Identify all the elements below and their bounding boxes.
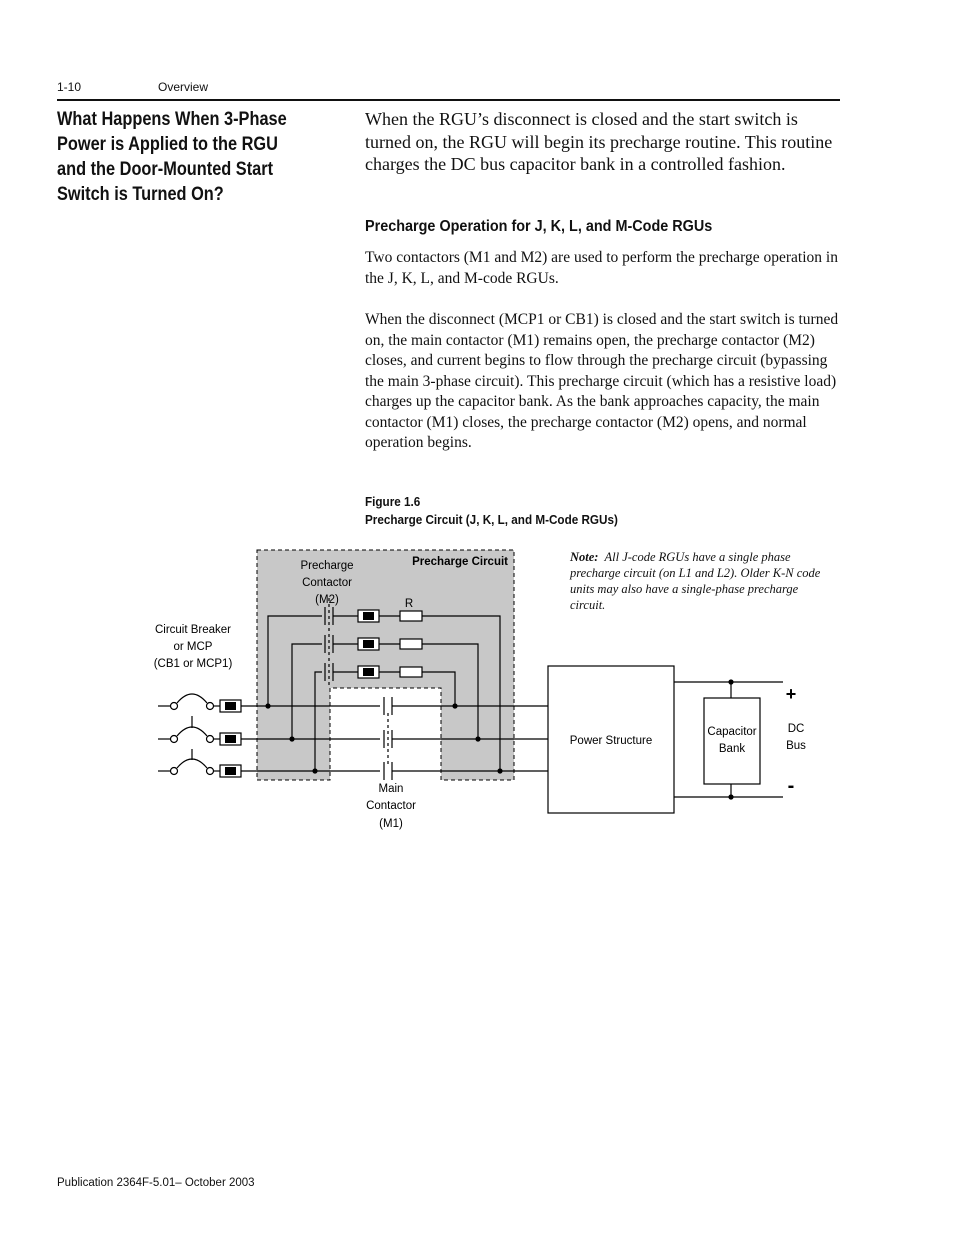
capacitor-bank-box	[704, 698, 760, 784]
breaker-label-line-3: (CB1 or MCP1)	[153, 658, 233, 670]
note-label: Note:	[570, 550, 599, 564]
paragraph-2: When the disconnect (MCP1 or CB1) is closed and the start switch is turned on, the main contactor (M1) remains open, the precharge contactor (M2) closes, and current begins to flow through the precharge circuit (bypassing the main 3-phase circuit). This precharge circuit (which has a resistive load) charges up the capacitor bank. As the bank approaches capacity, the main contactor (M1) closes, the precharge contactor (M2) opens, and normal operation begins.	[365, 311, 839, 451]
minus-sign: -	[787, 775, 795, 797]
section-name: Overview	[158, 80, 209, 94]
publication-footer: Publication 2364F-5.01– October 2003	[57, 1177, 255, 1189]
breaker-label-line-2: or MCP	[173, 641, 213, 653]
precharge-resistors	[400, 611, 422, 677]
dc-bus-label-line-1: DC	[787, 723, 805, 735]
note-text: All J-code RGUs have a single phase precharge circuit (on L1 and L2). Older K-N code units may also have a single-phase precharge circuit.	[570, 550, 821, 612]
main-contactor-m1	[384, 697, 392, 780]
circuit-breaker-symbols	[158, 694, 222, 775]
capacitor-label-line-1: Capacitor	[707, 726, 757, 738]
precharge-contactor-line-3: (M2)	[315, 594, 339, 606]
precharge-contactor-line-2: Contactor	[302, 577, 352, 589]
precharge-circuit-label: Precharge Circuit	[412, 556, 508, 568]
resistor-label: R	[404, 598, 414, 610]
main-contactor-line-2: Contactor	[366, 800, 416, 812]
main-contactor-line-1: Main	[378, 783, 404, 795]
plus-sign: +	[785, 684, 797, 704]
capacitor-label-line-2: Bank	[718, 743, 746, 755]
intro-paragraph: When the RGU’s disconnect is closed and the start switch is turned on, the RGU will begin its precharge routine. This routine charges the DC bus capacitor bank in a controlled fashion.	[365, 109, 833, 174]
power-structure-label: Power Structure	[569, 735, 653, 747]
breaker-label-line-1: Circuit Breaker	[154, 624, 232, 636]
figure-title: Precharge Circuit (J, K, L, and M-Code RGUs)	[365, 512, 618, 527]
precharge-contactor-line-1: Precharge	[300, 560, 354, 572]
dc-bus-label-line-2: Bus	[786, 740, 806, 752]
figure-number: Figure 1.6	[365, 494, 421, 509]
paragraph-1: Two contactors (M1 and M2) are used to perform the precharge operation in the J, K, L, and M-code RGUs.	[365, 249, 838, 287]
subheading: Precharge Operation for J, K, L, and M-Code RGUs	[365, 218, 713, 235]
side-heading: What Happens When 3-Phase Power is Applied to the RGU and the Door-Mounted Start Switch is Turned On?	[57, 109, 287, 205]
figure-note	[570, 549, 832, 613]
page-number: 1-10	[57, 80, 82, 94]
main-contactor-line-3: (M1)	[379, 818, 403, 830]
precharge-circuit-region	[257, 550, 514, 780]
